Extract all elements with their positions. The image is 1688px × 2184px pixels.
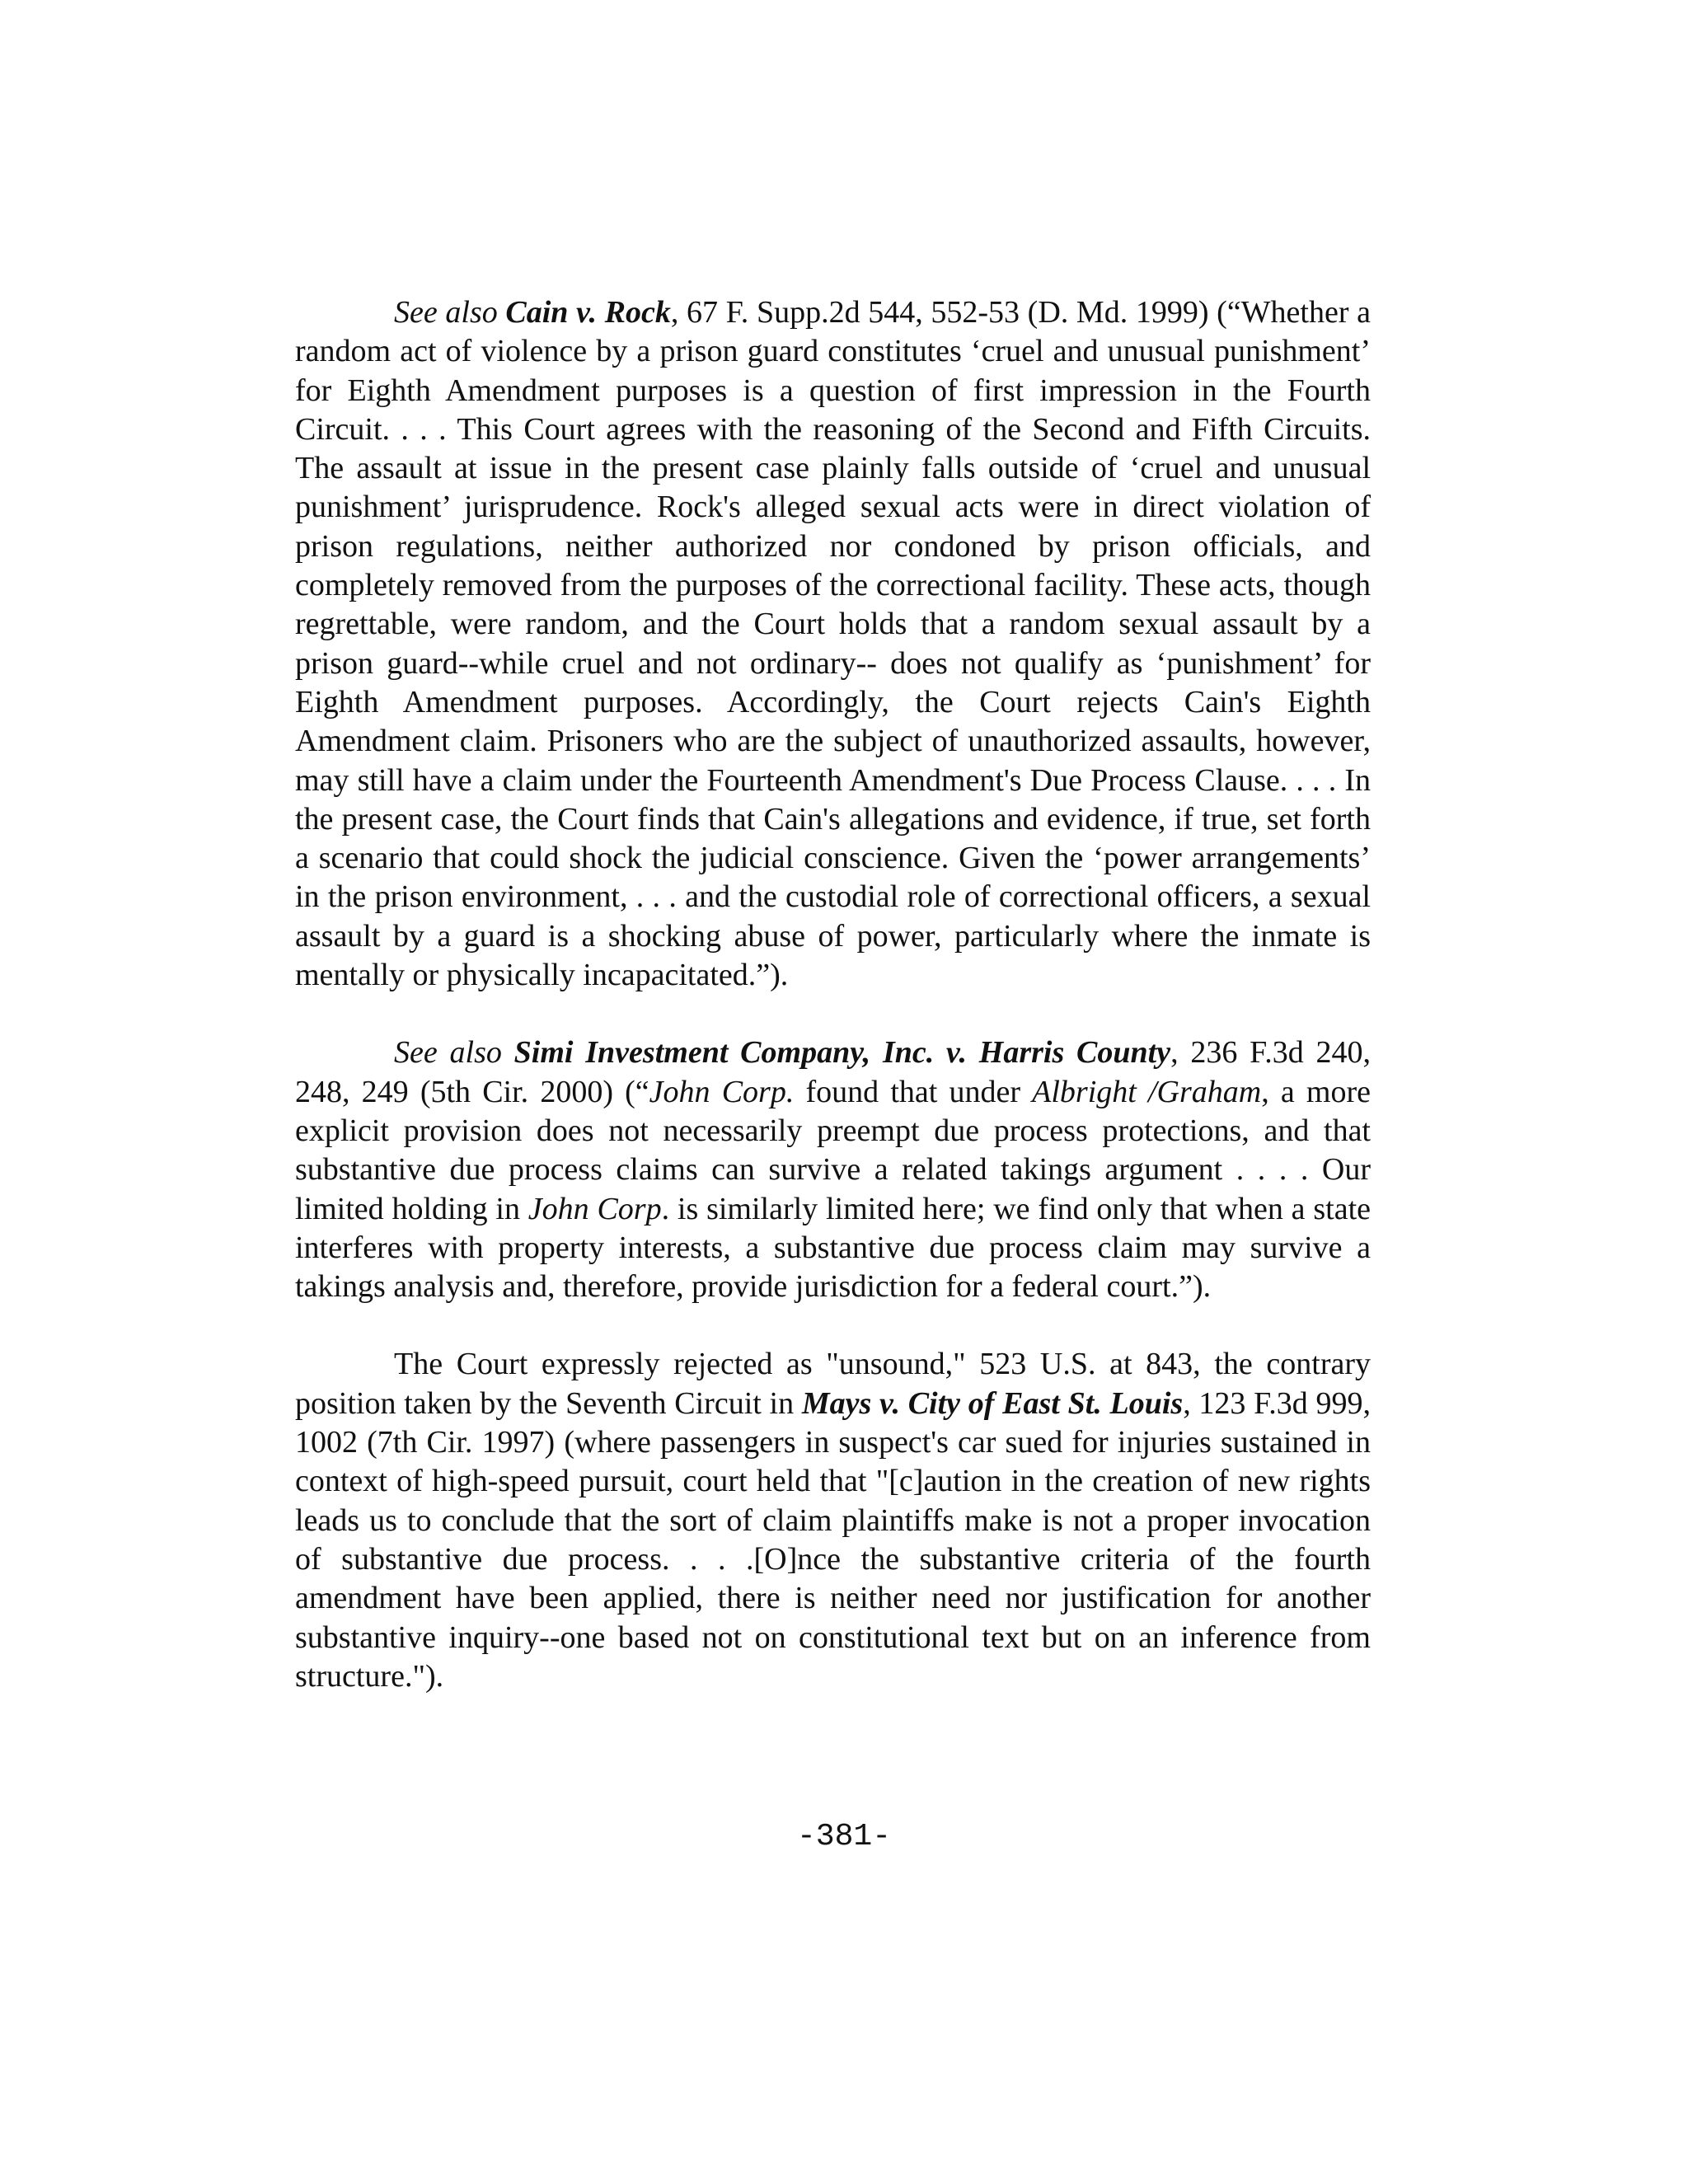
text-run: The Court expressly rejected as "unsound," 523 U.S. at 843, the contrary position taken by the Seventh Circuit in (295, 1347, 1371, 1421)
paragraph-simi-investment (295, 1033, 1371, 1306)
body-text (295, 293, 1371, 1696)
text-run: , 236 F.3d 240, 248, 249 (5th Cir. 2000) (“ (295, 1035, 1372, 1109)
paragraph-cain-v-rock (295, 293, 1371, 995)
page-number: -381- (796, 1819, 892, 1854)
paragraph-mays-v-east-st-louis (295, 1345, 1371, 1696)
case-name: Mays v. City of East St. Louis (801, 1385, 1184, 1421)
signal-see-also: See also (394, 295, 498, 330)
case-name: Cain v. Rock (505, 295, 671, 330)
text-run (502, 1035, 514, 1070)
case-short-name: John Corp. (649, 1074, 795, 1109)
text-run: . is similarly limited here; we find only that when a state interferes with property interests, a substantive due process claim may survive a takings analysis and, therefore, provide jurisdiction for a federal court.”). (295, 1191, 1372, 1305)
text-run (498, 295, 506, 330)
case-short-name: Albright /Graham (1032, 1074, 1262, 1109)
text-run: , a more explicit provision does not necessarily preempt due process protections, and that substantive due process claims can survive a related takings argument . . . . Our limited holding in (295, 1074, 1372, 1226)
text-run: , 67 F. Supp.2d 544, 552-53 (D. Md. 1999) (“Whether a random act of violence by a prison guard constitutes ‘cruel and unusual punishment’ for Eighth Amendment purposes is a question of first impression in the Fourth Circuit. . . . This Court agrees with the reasoning of the Second and Fifth Circuits. The assault at issue in the present case plainly falls outside of ‘cruel and unusual punishment’ jurisprudence. Rock's alleged sexual acts were in direct violation of prison regulations, neither authorized nor condoned by prison officials, and completely removed from the purposes of the correctional facility. These acts, though regrettable, were random, and the Court holds that a random sexual assault by a prison guard--while cruel and not ordinary-- does not qualify as ‘punishment’ for Eighth Amendment purposes. Accordingly, the Court rejects Cain's Eighth Amendment claim. Prisoners who are the subject of unauthorized assaults, however, may still have a claim under the Fourteenth Amendment's Due Process Clause. . . . In the present case, the Court finds that Cain's allegations and evidence, if true, set forth a scenario that could shock the judicial conscience. Given the ‘power arrangements’ in the prison environment, . . . and the custodial role of correctional officers, a sexual assault by a guard is a shocking abuse of power, particularly where the inmate is mentally or physically incapacitated.”). (295, 295, 1372, 993)
text-run: found that under (794, 1074, 1033, 1109)
signal-see-also: See also (394, 1035, 502, 1071)
case-name: Simi Investment Company, Inc. v. Harris County (513, 1035, 1171, 1071)
case-short-name: John Corp (528, 1191, 662, 1226)
text-run: , 123 F.3d 999, 1002 (7th Cir. 1997) (where passengers in suspect's car sued for injuries sustained in context of high-speed pursuit, court held that "[c]aution in the creation of new rights leads us to conclude that the sort of claim plaintiffs make is not a proper invocation of substantive due process. . . .[O]nce the substantive criteria of the fourth amendment have been applied, there is neither need nor justification for another substantive inquiry--one based not on constitutional text but on an inference from structure."). (295, 1385, 1371, 1694)
